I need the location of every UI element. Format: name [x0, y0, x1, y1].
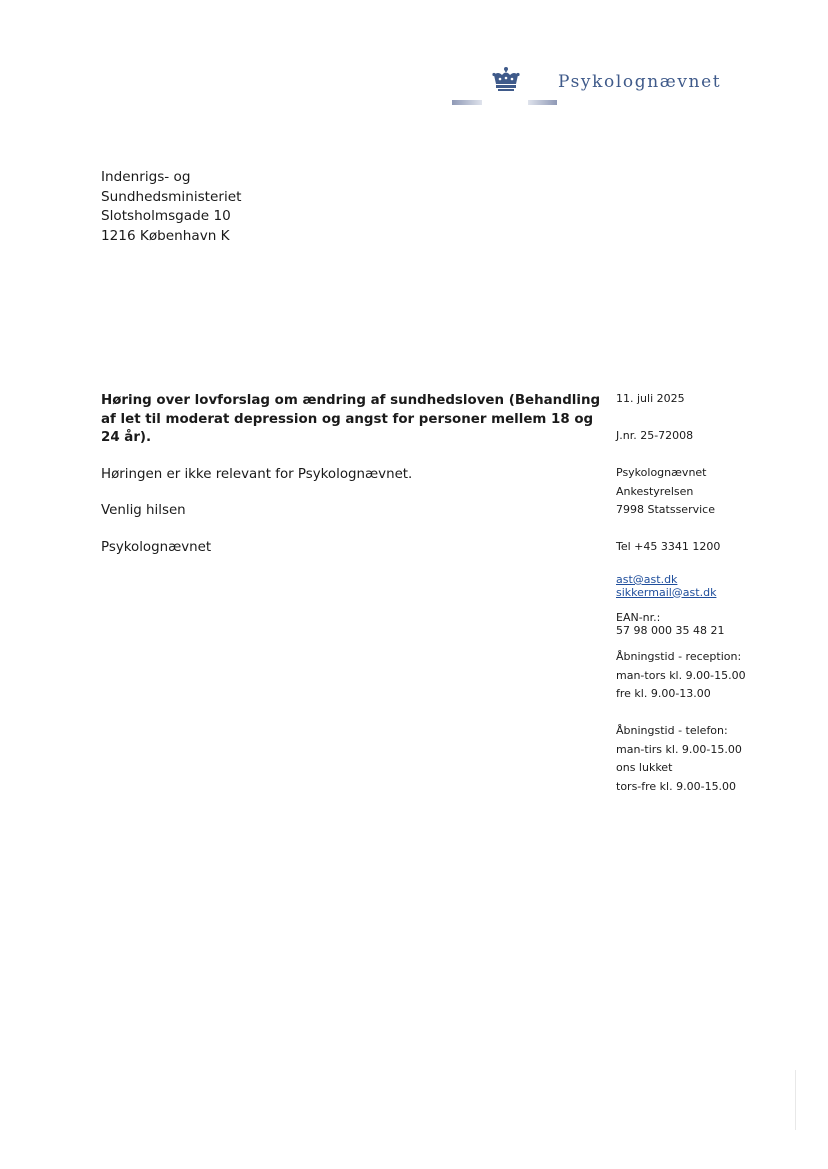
crown-icon — [490, 66, 522, 92]
reception-hours-line: man-tors kl. 9.00-15.00 — [616, 668, 746, 682]
ean-value: 57 98 000 35 48 21 — [616, 623, 725, 637]
sender-name: Psykolognævnet — [616, 466, 707, 479]
phone-number: Tel +45 3341 1200 — [616, 540, 721, 553]
sender-address: 7998 Statsservice — [616, 503, 715, 516]
scan-edge-mark — [795, 1070, 796, 1130]
sender-block — [616, 464, 715, 520]
recipient-line: Indenrigs- og — [101, 169, 191, 185]
reception-hours — [616, 648, 746, 704]
recipient-line: 1216 København K — [101, 227, 230, 244]
email-link[interactable]: ast@ast.dk — [616, 573, 678, 586]
phone-hours-line: man-tirs kl. 9.00-15.00 — [616, 742, 742, 756]
logo-bar-right — [528, 100, 557, 105]
org-name-logo: Psykolognævnet — [558, 72, 722, 92]
letter-paragraph: Høringen er ikke relevant for Psykolognævnet. — [101, 467, 413, 482]
journal-number: J.nr. 25-72008 — [616, 429, 694, 442]
ean-label: EAN-nr.: — [616, 611, 661, 624]
recipient-line: Sundhedsministeriet — [101, 188, 242, 205]
letter-closing: Venlig hilsen — [101, 503, 186, 518]
letter-signature: Psykolognævnet — [101, 540, 212, 555]
phone-hours-line: ons lukket — [616, 761, 673, 774]
ean-block — [616, 612, 724, 637]
sender-org: Ankestyrelsen — [616, 484, 694, 498]
reception-hours-title: Åbningstid - reception: — [616, 650, 742, 663]
email-block — [616, 574, 716, 599]
letter-subject: Høring over lovforslag om ændring af sundhedsloven (Behandling af let til moderat depression og angst for personer mellem 18 og 24 år). — [101, 393, 601, 445]
secure-email-link[interactable]: sikkermail@ast.dk — [616, 585, 717, 599]
letter-date: 11. juli 2025 — [616, 392, 685, 405]
recipient-line: Slotsholmsgade 10 — [101, 208, 231, 224]
letterhead-logo — [452, 64, 782, 110]
recipient-address — [101, 168, 241, 246]
reception-hours-line: fre kl. 9.00-13.00 — [616, 687, 711, 700]
phone-hours — [616, 722, 742, 796]
phone-hours-line: tors-fre kl. 9.00-15.00 — [616, 779, 737, 793]
logo-bar-left — [452, 100, 482, 105]
phone-hours-title: Åbningstid - telefon: — [616, 724, 728, 737]
